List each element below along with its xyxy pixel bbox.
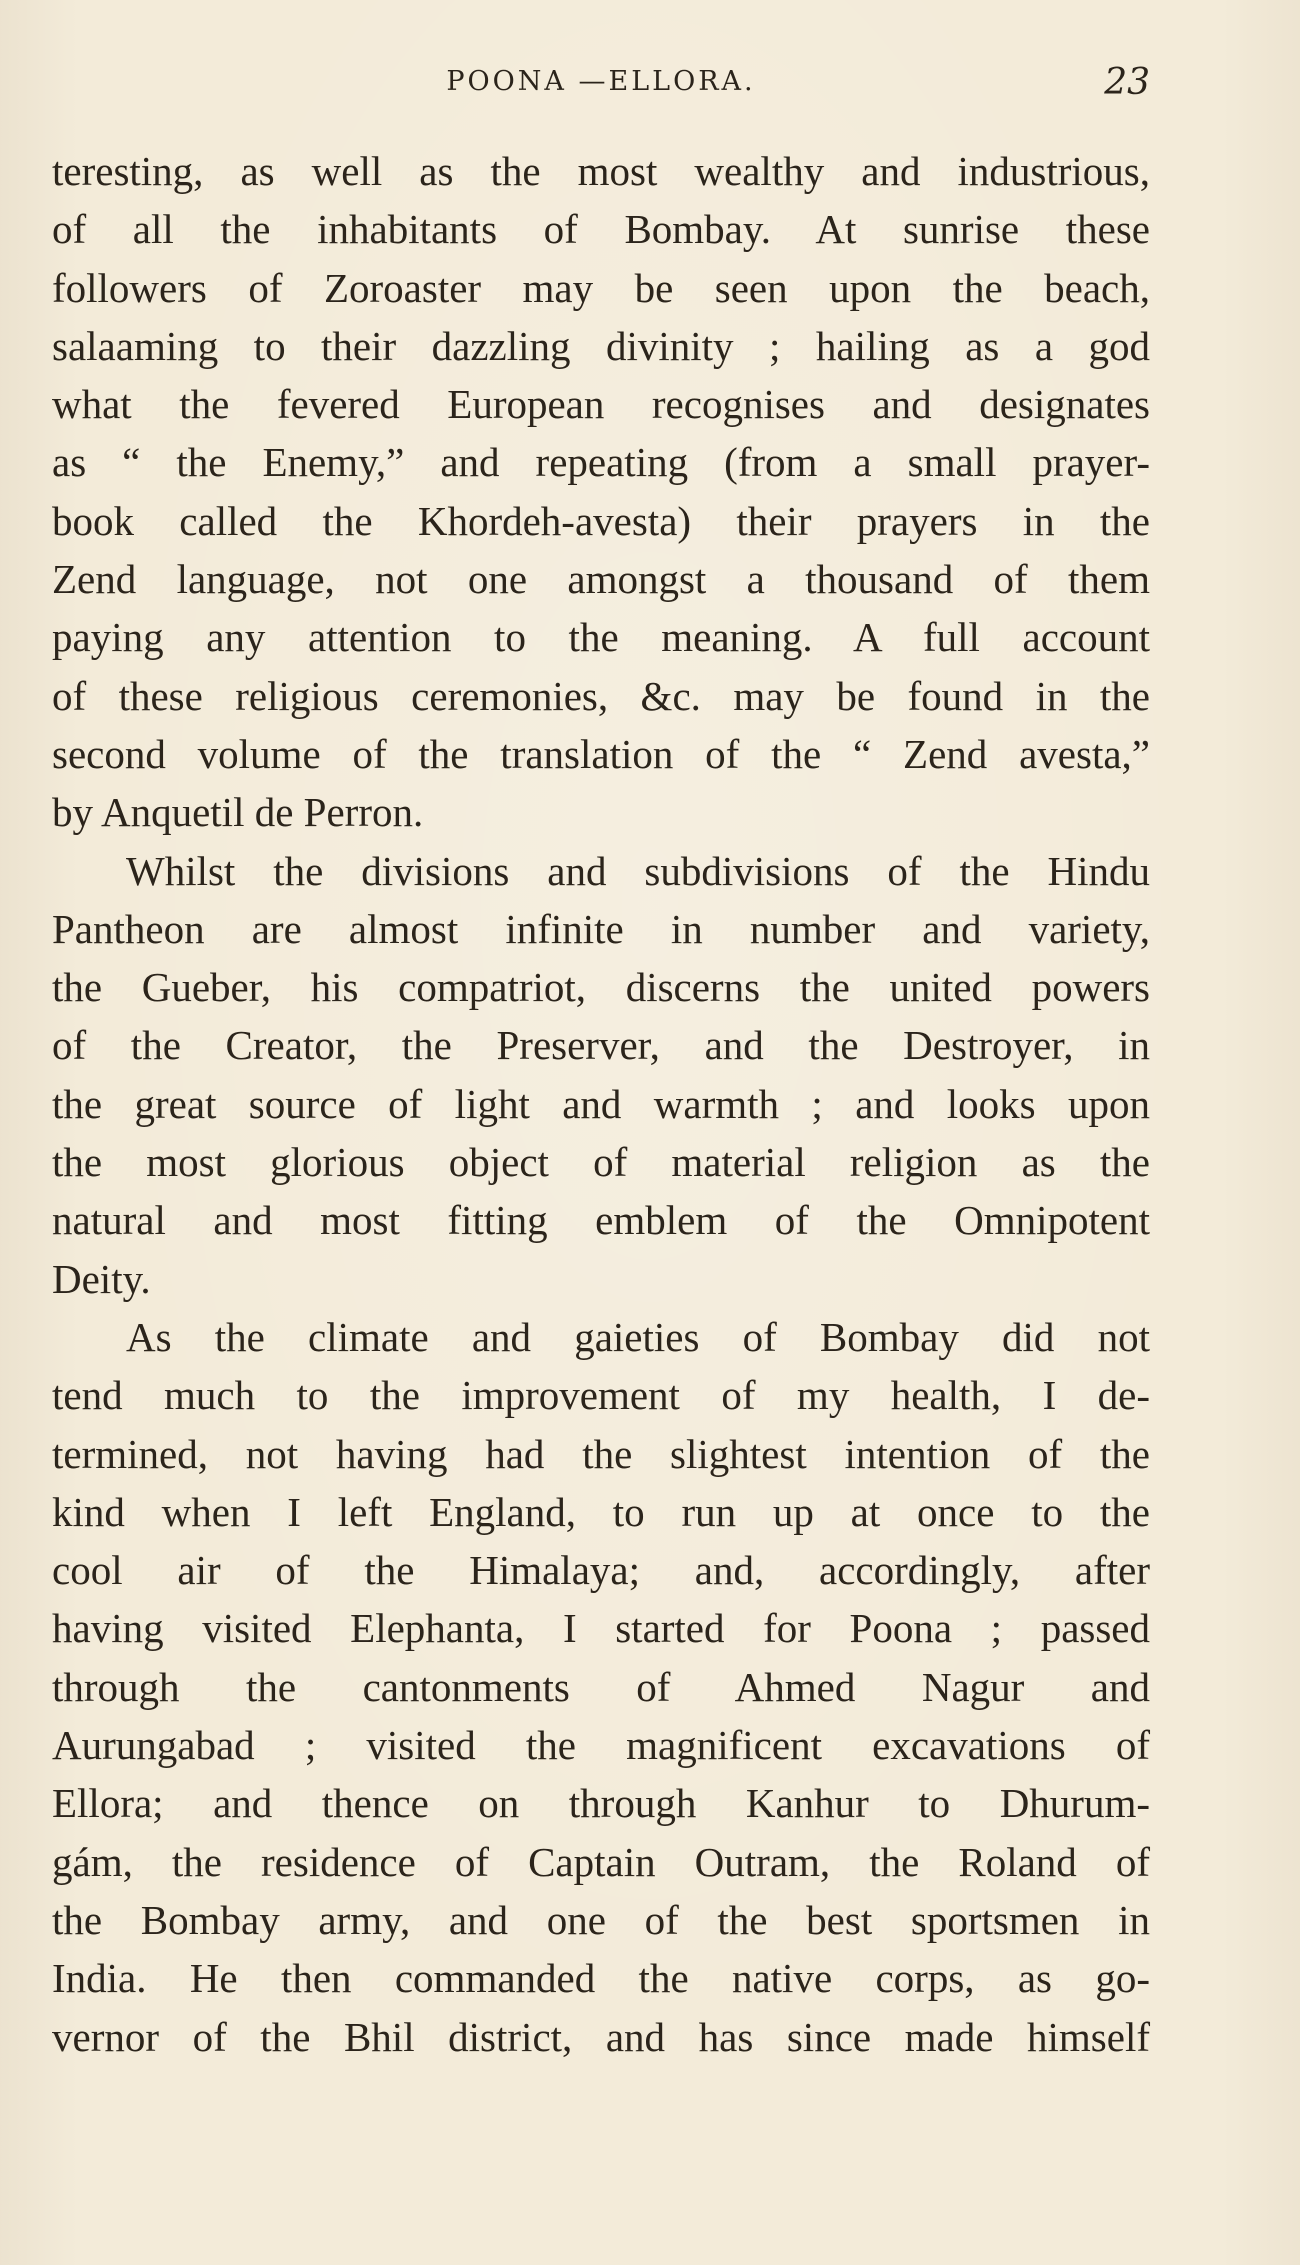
body-text [52, 142, 1150, 2066]
text-line: second volume of the translation of the “ Zend avesta,” [52, 730, 1150, 777]
text-line: gám, the residence of Captain Outram, the Roland of [52, 1838, 1150, 1885]
text-line: Zend language, not one amongst a thousand of them [52, 556, 1150, 603]
text-line: of all the inhabitants of Bombay. At sunrise these [52, 206, 1150, 253]
text-line: the great source of light and warmth ; and looks upon [52, 1080, 1150, 1127]
text-line: the most glorious object of material religion as the [52, 1139, 1150, 1186]
text-line: of the Creator, the Preserver, and the Destroyer, in [52, 1022, 1150, 1069]
text-line: vernor of the Bhil district, and has since made himself [52, 2013, 1150, 2060]
text-line: what the fevered European recognises and designates [52, 381, 1150, 428]
text-line: India. He then commanded the native corps, as go- [52, 1955, 1150, 2002]
running-head [52, 62, 1150, 110]
text-line: termined, not having had the slightest intention of the [52, 1430, 1150, 1477]
text-line: followers of Zoroaster may be seen upon the beach, [52, 264, 1150, 311]
text-line: Deity. [52, 1255, 151, 1302]
text-line: As the climate and gaieties of Bombay did not [126, 1313, 1150, 1360]
text-line: having visited Elephanta, I started for Poona ; passed [52, 1605, 1150, 1652]
text-line: teresting, as well as the most wealthy and industrious, [52, 148, 1150, 194]
text-line: as “ the Enemy,” and repeating (from a small prayer- [52, 439, 1150, 486]
text-line: Pantheon are almost infinite in number and variety, [52, 905, 1150, 952]
text-line: Aurungabad ; visited the magnificent excavations of [52, 1722, 1150, 1769]
text-line: paying any attention to the meaning. A full account [52, 614, 1150, 661]
text-line: the Bombay army, and one of the best sportsmen in [52, 1896, 1150, 1943]
text-line: by Anquetil de Perron. [52, 789, 424, 836]
text-line: through the cantonments of Ahmed Nagur and [52, 1663, 1150, 1710]
page-number: 23 [1104, 62, 1150, 103]
text-line: kind when I left England, to run up at once to the [52, 1488, 1150, 1535]
text-line: salaaming to their dazzling divinity ; hailing as a god [52, 322, 1150, 369]
text-line: tend much to the improvement of my health, I de- [52, 1372, 1150, 1419]
text-line: the Gueber, his compatriot, discerns the united powers [52, 964, 1150, 1011]
text-line: Ellora; and thence on through Kanhur to Dhurum- [52, 1780, 1150, 1827]
running-title: POONA —ELLORA. [446, 66, 756, 97]
text-line: book called the Khordeh-avesta) their prayers in the [52, 497, 1150, 544]
text-line: Whilst the divisions and subdivisions of the Hindu [126, 847, 1150, 894]
text-line: of these religious ceremonies, &c. may be found in the [52, 672, 1150, 719]
text-line: cool air of the Himalaya; and, accordingly, after [52, 1547, 1150, 1594]
text-line: natural and most fitting emblem of the Omnipotent [52, 1197, 1150, 1244]
